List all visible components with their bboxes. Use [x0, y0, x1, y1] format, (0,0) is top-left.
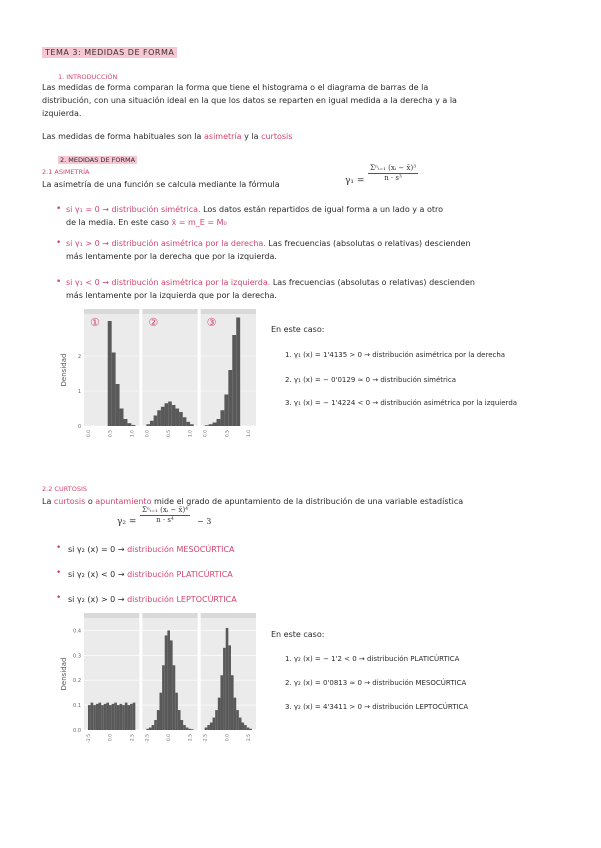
histogram-bar	[179, 412, 183, 426]
curtosis-formula-lhs: γ₂ =	[117, 517, 137, 527]
histogram-bar	[228, 645, 231, 730]
curtosis-case-title: En este caso:	[271, 630, 325, 639]
histogram-bar	[114, 703, 117, 730]
histogram-bar	[120, 409, 124, 427]
x-tick-label: 0.0	[108, 734, 114, 742]
histogram-bar	[133, 703, 136, 730]
x-tick-label: 0.5	[167, 430, 172, 438]
asimetria-histogram-chart	[58, 308, 258, 446]
histogram-bar	[215, 710, 218, 730]
asimetria-bullet1	[66, 205, 443, 214]
histogram-bar	[93, 705, 96, 730]
histogram-bar	[157, 410, 161, 426]
asimetria-bullet3-text: Las frecuencias (absolutas o relativas) descienden	[272, 278, 475, 287]
asimetria-heading: 2.1 ASIMETRÍA	[42, 168, 90, 176]
histogram-bar	[104, 704, 107, 730]
histogram-bar	[232, 335, 236, 426]
bullet-icon: •	[56, 568, 62, 578]
asimetria-case-title: En este caso:	[271, 325, 325, 334]
histogram-bar	[231, 675, 234, 730]
histogram-bar	[181, 720, 184, 730]
histogram-bar	[101, 705, 104, 730]
asimetria-bullet3	[66, 278, 475, 287]
facet-strip	[142, 613, 197, 618]
facet-strip	[84, 309, 139, 314]
facet-number-label: ①	[90, 316, 100, 329]
histogram-bar	[226, 628, 229, 730]
curtosis-intro-or: o	[87, 497, 93, 506]
y-tick-label: 0.1	[73, 703, 81, 710]
x-tick-label: 2.5	[188, 734, 194, 742]
histogram-bar	[213, 423, 217, 427]
histogram-bar	[249, 729, 252, 730]
bullet-icon: •	[56, 238, 62, 248]
histogram-bar	[88, 705, 91, 730]
histogram-bar	[130, 704, 133, 730]
histogram-bar	[178, 710, 181, 730]
curtosis-histogram-chart	[58, 612, 258, 750]
curtosis-case3: 3. γ₂ (x) = 4'3411 > 0 → distribución LEPTOCÚRTICA	[285, 703, 469, 711]
histogram-bar	[247, 728, 250, 730]
asimetria-formula-lhs: γ₁ =	[345, 176, 365, 186]
histogram-bar	[239, 718, 242, 730]
x-tick-label: -2.5	[203, 734, 209, 743]
histogram-bar	[186, 728, 189, 730]
histogram-bar	[124, 419, 128, 426]
y-tick-label: 2	[77, 354, 81, 360]
histogram-bar	[183, 417, 187, 426]
common-and-text: y la	[244, 132, 259, 141]
histogram-bar	[207, 725, 210, 730]
curtosis-heading: 2.2 CURTOSIS	[42, 485, 87, 493]
y-axis-label: Densidad	[60, 353, 68, 387]
histogram-bar	[157, 710, 160, 730]
x-tick-label: 0.5	[108, 430, 114, 438]
facet-strip	[201, 613, 256, 618]
asimetria-bullet2-text: Las frecuencias (absolutas o relativas) descienden	[268, 239, 471, 248]
section2-heading: 2. MEDIDAS DE FORMA	[60, 156, 136, 164]
asimetria-case2: 2. γ₁ (x) = − 0'0129 ≈ 0 → distribución simétrica	[285, 376, 457, 384]
asimetria-bullet1-text: Los datos están repartidos de igual forma a un lado y a otro	[203, 205, 444, 214]
x-tick-label: 0.0	[87, 430, 92, 438]
histogram-bar	[159, 693, 162, 730]
curtosis-bullet2	[68, 570, 233, 579]
histogram-bar	[236, 710, 239, 730]
histogram-bar	[146, 729, 149, 730]
curtosis-formula-tail: − 3	[197, 517, 212, 526]
curtosis-formula-numerator: Σⁿᵢ₌₁ (xᵢ − x̄)⁴	[142, 506, 188, 514]
bullet-icon: •	[56, 543, 62, 553]
curtosis-case2: 2. γ₂ (x) = 0'0813 ≈ 0 → distribución MESOCÚRTICA	[285, 679, 467, 687]
asimetria-link-text: asimetría	[204, 132, 242, 141]
histogram-bar	[120, 704, 123, 730]
intro-paragraph-line2: distribución, con una situación ideal en la que los datos se reparten en igual medida a la derecha y a la	[42, 96, 457, 105]
histogram-bar	[205, 425, 209, 426]
curtosis-intro-rest: mide el grado de apuntamiento de la distribución de una variable estadística	[154, 497, 464, 506]
intro-heading: 1. INTRODUCCIÓN	[58, 73, 118, 81]
x-tick-label: 1.0	[130, 430, 136, 438]
histogram-bar	[109, 705, 112, 730]
curtosis-intro	[42, 497, 463, 506]
x-tick-label: 0.0	[225, 734, 231, 742]
y-axis-label: Densidad	[60, 657, 68, 691]
histogram-bar	[112, 353, 116, 427]
histogram-bar	[96, 704, 99, 730]
page-title: TEMA 3: MEDIDAS DE FORMA	[42, 47, 177, 58]
intro-paragraph-line1: Las medidas de forma comparan la forma que tiene el histograma o el diagrama de barras de la	[42, 83, 429, 92]
histogram-bar	[220, 675, 223, 730]
asimetria-bullet1-condition: si γ₁ = 0 → distribución simétrica.	[66, 205, 201, 214]
curtosis-intro-pre: La	[42, 497, 52, 506]
histogram-bar	[146, 424, 150, 426]
histogram-bar	[183, 725, 186, 730]
histogram-bar	[228, 370, 232, 426]
facet-strip	[201, 309, 256, 314]
histogram-bar	[175, 409, 179, 427]
curtosis-bullet3	[68, 595, 237, 604]
bullet-icon: •	[56, 593, 62, 603]
curtosis-formula-fraction	[140, 506, 190, 524]
histogram-bar	[188, 729, 191, 730]
y-tick-label: 1	[77, 389, 81, 395]
curtosis-bullet3-distribution: distribución LEPTOCÚRTICA	[127, 595, 237, 604]
histogram-bar	[173, 665, 176, 730]
curtosis-intro-apuntamiento: apuntamiento	[95, 497, 152, 506]
asimetria-case1: 1. γ₁ (x) = 1'4135 > 0 → distribución asimétrica por la derecha	[285, 351, 506, 359]
y-tick-label: 0.4	[73, 628, 81, 635]
histogram-bar	[108, 321, 112, 426]
curtosis-formula-denominator: n · s⁴	[156, 516, 174, 524]
y-tick-label: 0	[77, 424, 81, 430]
histogram-bar	[236, 318, 240, 427]
asimetria-bullet2-condition: si γ₁ > 0 → distribución asimétrica por la derecha.	[66, 239, 266, 248]
curtosis-bullet3-condition: si γ₂ (x) > 0 →	[68, 595, 125, 604]
histogram-bar	[175, 693, 178, 730]
curtosis-link-text: curtosis	[261, 132, 293, 141]
histogram-bar	[165, 635, 168, 730]
curtosis-bullet1	[68, 545, 235, 554]
asimetria-formula-numerator: Σⁿᵢ₌₁ (xᵢ − x̄)³	[370, 164, 416, 172]
histogram-bar	[117, 705, 120, 730]
histogram-bar	[127, 423, 131, 426]
histogram-bar	[218, 698, 221, 730]
histogram-bar	[106, 703, 109, 730]
facet-strip	[142, 309, 197, 314]
asimetria-formula-fraction	[368, 164, 418, 182]
histogram-bar	[223, 648, 226, 730]
histogram-bar	[213, 718, 216, 730]
histogram-bar	[172, 405, 176, 426]
histogram-bar	[241, 723, 244, 730]
histogram-bar	[149, 728, 152, 730]
asimetria-formula-denominator: n · s³	[384, 174, 402, 182]
x-tick-label: 1.0	[188, 430, 194, 438]
x-tick-label: 0.0	[203, 430, 209, 438]
facet-number-label: ②	[148, 316, 159, 329]
curtosis-intro-term: curtosis	[53, 497, 86, 506]
y-tick-label: 0.0	[73, 728, 81, 734]
histogram-bar	[125, 703, 128, 730]
x-tick-label: -2.5	[87, 734, 92, 743]
asimetria-bullet1-line2-text: de la media. En este caso	[66, 218, 169, 227]
histogram-bar	[190, 424, 194, 426]
asimetria-bullet2-line2: más lentamente por la derecha que por la izquierda.	[66, 252, 277, 261]
common-measures-text: Las medidas de forma habituales son la	[42, 132, 202, 141]
histogram-bar	[99, 703, 102, 730]
histogram-bar	[127, 705, 130, 730]
facet-strip	[84, 613, 139, 618]
curtosis-case1: 1. γ₂ (x) = − 1'2 < 0 → distribución PLATICÚRTICA	[285, 655, 460, 663]
histogram-bar	[224, 395, 228, 427]
intro-paragraph-line3: izquierda.	[42, 109, 82, 118]
x-tick-label: 2.5	[247, 734, 252, 742]
asimetria-bullet3-condition: si γ₁ < 0 → distribución asimétrica por la izquierda.	[66, 278, 271, 287]
y-tick-label: 0.3	[73, 653, 81, 660]
x-tick-label: 0.5	[225, 430, 231, 438]
histogram-bar	[170, 640, 173, 730]
asimetria-bullet1-equality: x̄ = m_E = M₀	[171, 218, 227, 227]
histogram-bar	[162, 665, 165, 730]
x-tick-label: -2.5	[145, 734, 151, 743]
histogram-bar	[165, 403, 169, 426]
curtosis-bullet1-distribution: distribución MESOCÚRTICA	[127, 545, 235, 554]
facet-number-label: ③	[206, 316, 217, 329]
histogram-bar	[244, 725, 247, 730]
histogram-bar	[217, 419, 221, 426]
histogram-bar	[131, 425, 135, 426]
histogram-bar	[167, 630, 170, 730]
histogram-bar	[150, 421, 154, 426]
histogram-bar	[154, 720, 157, 730]
common-measures-line	[42, 132, 292, 141]
histogram-bar	[209, 424, 213, 426]
bullet-icon: •	[56, 204, 62, 214]
histogram-bar	[161, 407, 165, 426]
histogram-bar	[205, 728, 208, 730]
x-tick-label: 0.0	[145, 430, 151, 438]
asimetria-bullet1-line2	[66, 218, 227, 227]
curtosis-bullet1-condition: si γ₂ (x) = 0 →	[68, 545, 125, 554]
asimetria-bullet3-line2: más lentamente por la izquierda que por la derecha.	[66, 291, 277, 300]
y-tick-label: 0.2	[73, 678, 81, 685]
histogram-bar	[116, 384, 120, 426]
x-tick-label: 2.5	[130, 734, 136, 742]
x-tick-label: 0.0	[167, 734, 172, 742]
asimetria-bullet2	[66, 239, 471, 248]
asimetria-intro: La asimetría de una función se calcula mediante la fórmula	[42, 180, 280, 189]
histogram-bar	[154, 416, 158, 427]
curtosis-bullet2-condition: si γ₂ (x) < 0 →	[68, 570, 125, 579]
bullet-icon: •	[56, 277, 62, 287]
asimetria-case3: 3. γ₁ (x) = − 1'4224 < 0 → distribución asimétrica por la izquierda	[285, 399, 518, 407]
histogram-bar	[91, 703, 94, 730]
histogram-bar	[152, 725, 155, 730]
histogram-bar	[191, 729, 194, 730]
histogram-bar	[168, 402, 172, 427]
histogram-bar	[234, 698, 237, 730]
curtosis-bullet2-distribution: distribución PLATICÚRTICA	[127, 570, 233, 579]
histogram-bar	[186, 422, 190, 426]
histogram-bar	[220, 410, 224, 426]
histogram-bar	[122, 705, 125, 730]
histogram-bar	[112, 704, 115, 730]
x-tick-label: 1.0	[247, 430, 252, 438]
histogram-bar	[210, 723, 213, 730]
